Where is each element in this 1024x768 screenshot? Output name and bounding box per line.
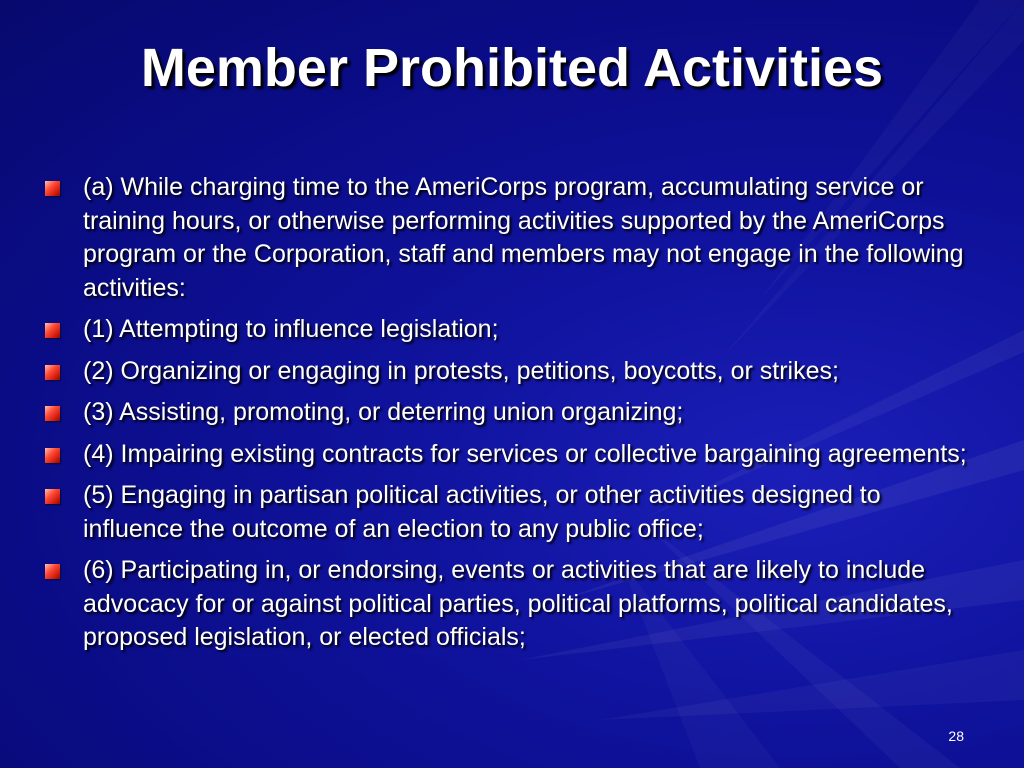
square-bullet-icon — [45, 365, 60, 380]
page-number: 28 — [948, 728, 964, 744]
bullet-text: (2) Organizing or engaging in protests, petitions, boycotts, or strikes; — [83, 356, 839, 385]
square-bullet-icon — [45, 448, 60, 463]
bullet-item — [45, 355, 975, 389]
bullet-text: (a) While charging time to the AmeriCorps program, accumulating service or training hours, or otherwise performing activities supported by the AmeriCorps program or the Corporation, staff and members may not engage in the following activities: — [83, 173, 964, 302]
bullet-item — [45, 479, 975, 546]
bullet-item — [45, 554, 975, 655]
bullet-item — [45, 438, 975, 472]
bullet-text: (3) Assisting, promoting, or deterring union organizing; — [83, 398, 684, 426]
square-bullet-icon — [45, 564, 60, 579]
square-bullet-icon — [45, 323, 60, 338]
square-bullet-icon — [45, 181, 60, 196]
bullet-text: (1) Attempting to influence legislation; — [83, 315, 499, 343]
square-bullet-icon — [45, 489, 60, 504]
slide-title: Member Prohibited Activities — [140, 38, 884, 98]
bullet-text: (4) Impairing existing contracts for services or collective bargaining agreements; — [83, 439, 967, 468]
bullet-text: (5) Engaging in partisan political activities, or other activities designed to influence the outcome of an election to any public office; — [83, 481, 881, 543]
bullet-text: (6) Participating in, or endorsing, events or activities that are likely to include advocacy for or against political parties, political platforms, political candidates, proposed legislation, or elected officials; — [83, 556, 953, 651]
bullet-item — [45, 171, 975, 305]
square-bullet-icon — [45, 406, 60, 421]
bullet-list — [45, 171, 975, 663]
bullet-item — [45, 396, 975, 430]
bullet-item — [45, 313, 975, 347]
